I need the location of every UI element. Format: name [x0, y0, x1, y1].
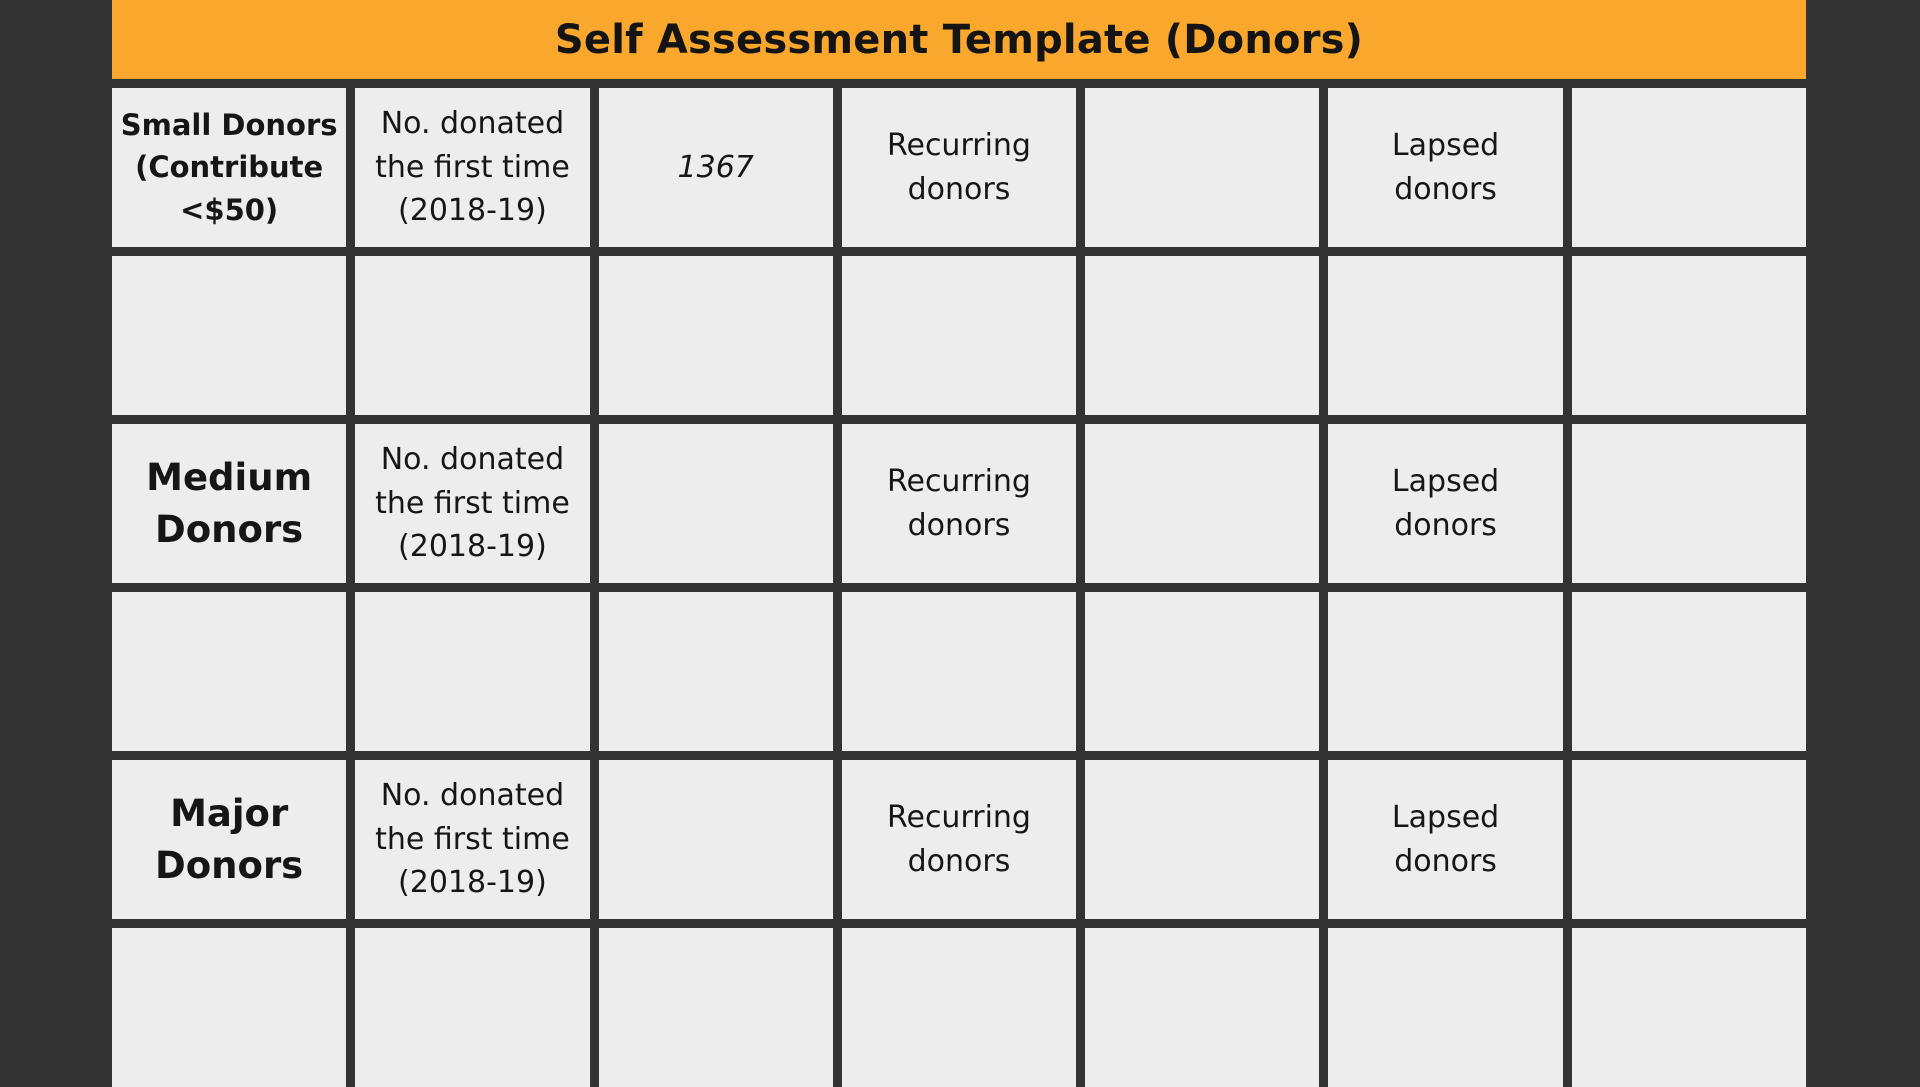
category-label: Small Donors (Contribute <$50) — [120, 108, 338, 227]
category-label: Major Donors — [155, 791, 304, 887]
lapsed-value-cell[interactable] — [1572, 760, 1806, 919]
first-time-label: No. donated the first time (2018-19) — [375, 106, 570, 229]
lapsed-label: Lapsed donors — [1391, 464, 1500, 543]
page-title: Self Assessment Template (Donors) — [554, 16, 1364, 63]
blank-cell[interactable] — [1572, 592, 1806, 751]
blank-cell[interactable] — [1085, 256, 1319, 415]
blank-cell[interactable] — [112, 928, 346, 1087]
recurring-label-cell — [842, 424, 1076, 583]
blank-cell[interactable] — [599, 256, 833, 415]
recurring-label-cell — [842, 760, 1076, 919]
category-cell-major — [112, 760, 346, 919]
assessment-table — [112, 88, 1806, 1080]
lapsed-value-cell[interactable] — [1572, 88, 1806, 247]
recurring-value-cell[interactable] — [1085, 760, 1319, 919]
blank-cell[interactable] — [842, 256, 1076, 415]
blank-cell[interactable] — [1085, 928, 1319, 1087]
recurring-value-cell[interactable] — [1085, 424, 1319, 583]
first-time-label-cell — [355, 88, 589, 247]
lapsed-value-cell[interactable] — [1572, 424, 1806, 583]
blank-cell[interactable] — [1328, 592, 1562, 751]
lapsed-label-cell — [1328, 88, 1562, 247]
blank-cell[interactable] — [355, 928, 589, 1087]
blank-cell[interactable] — [842, 592, 1076, 751]
blank-cell[interactable] — [112, 256, 346, 415]
blank-cell[interactable] — [599, 592, 833, 751]
first-time-value-cell[interactable] — [599, 760, 833, 919]
blank-cell[interactable] — [355, 256, 589, 415]
first-time-label-cell — [355, 424, 589, 583]
first-time-value: 1367 — [677, 149, 754, 185]
first-time-value-cell[interactable] — [599, 424, 833, 583]
blank-cell[interactable] — [112, 592, 346, 751]
title-bar — [112, 0, 1806, 79]
category-label: Medium Donors — [146, 455, 313, 551]
blank-cell[interactable] — [1572, 928, 1806, 1087]
recurring-label: Recurring donors — [886, 128, 1031, 207]
recurring-label: Recurring donors — [886, 800, 1031, 879]
recurring-label-cell — [842, 88, 1076, 247]
blank-cell[interactable] — [842, 928, 1076, 1087]
first-time-label: No. donated the first time (2018-19) — [375, 778, 570, 901]
lapsed-label: Lapsed donors — [1391, 800, 1500, 879]
category-cell-small — [112, 88, 346, 247]
lapsed-label: Lapsed donors — [1391, 128, 1500, 207]
blank-cell[interactable] — [1328, 928, 1562, 1087]
first-time-label-cell — [355, 760, 589, 919]
blank-cell[interactable] — [1328, 256, 1562, 415]
category-cell-medium — [112, 424, 346, 583]
lapsed-label-cell — [1328, 760, 1562, 919]
recurring-label: Recurring donors — [886, 464, 1031, 543]
blank-cell[interactable] — [355, 592, 589, 751]
blank-cell[interactable] — [1085, 592, 1319, 751]
lapsed-label-cell — [1328, 424, 1562, 583]
first-time-value-cell[interactable] — [599, 88, 833, 247]
blank-cell[interactable] — [599, 928, 833, 1087]
blank-cell[interactable] — [1572, 256, 1806, 415]
recurring-value-cell[interactable] — [1085, 88, 1319, 247]
first-time-label: No. donated the first time (2018-19) — [375, 442, 570, 565]
assessment-sheet — [112, 0, 1806, 1080]
